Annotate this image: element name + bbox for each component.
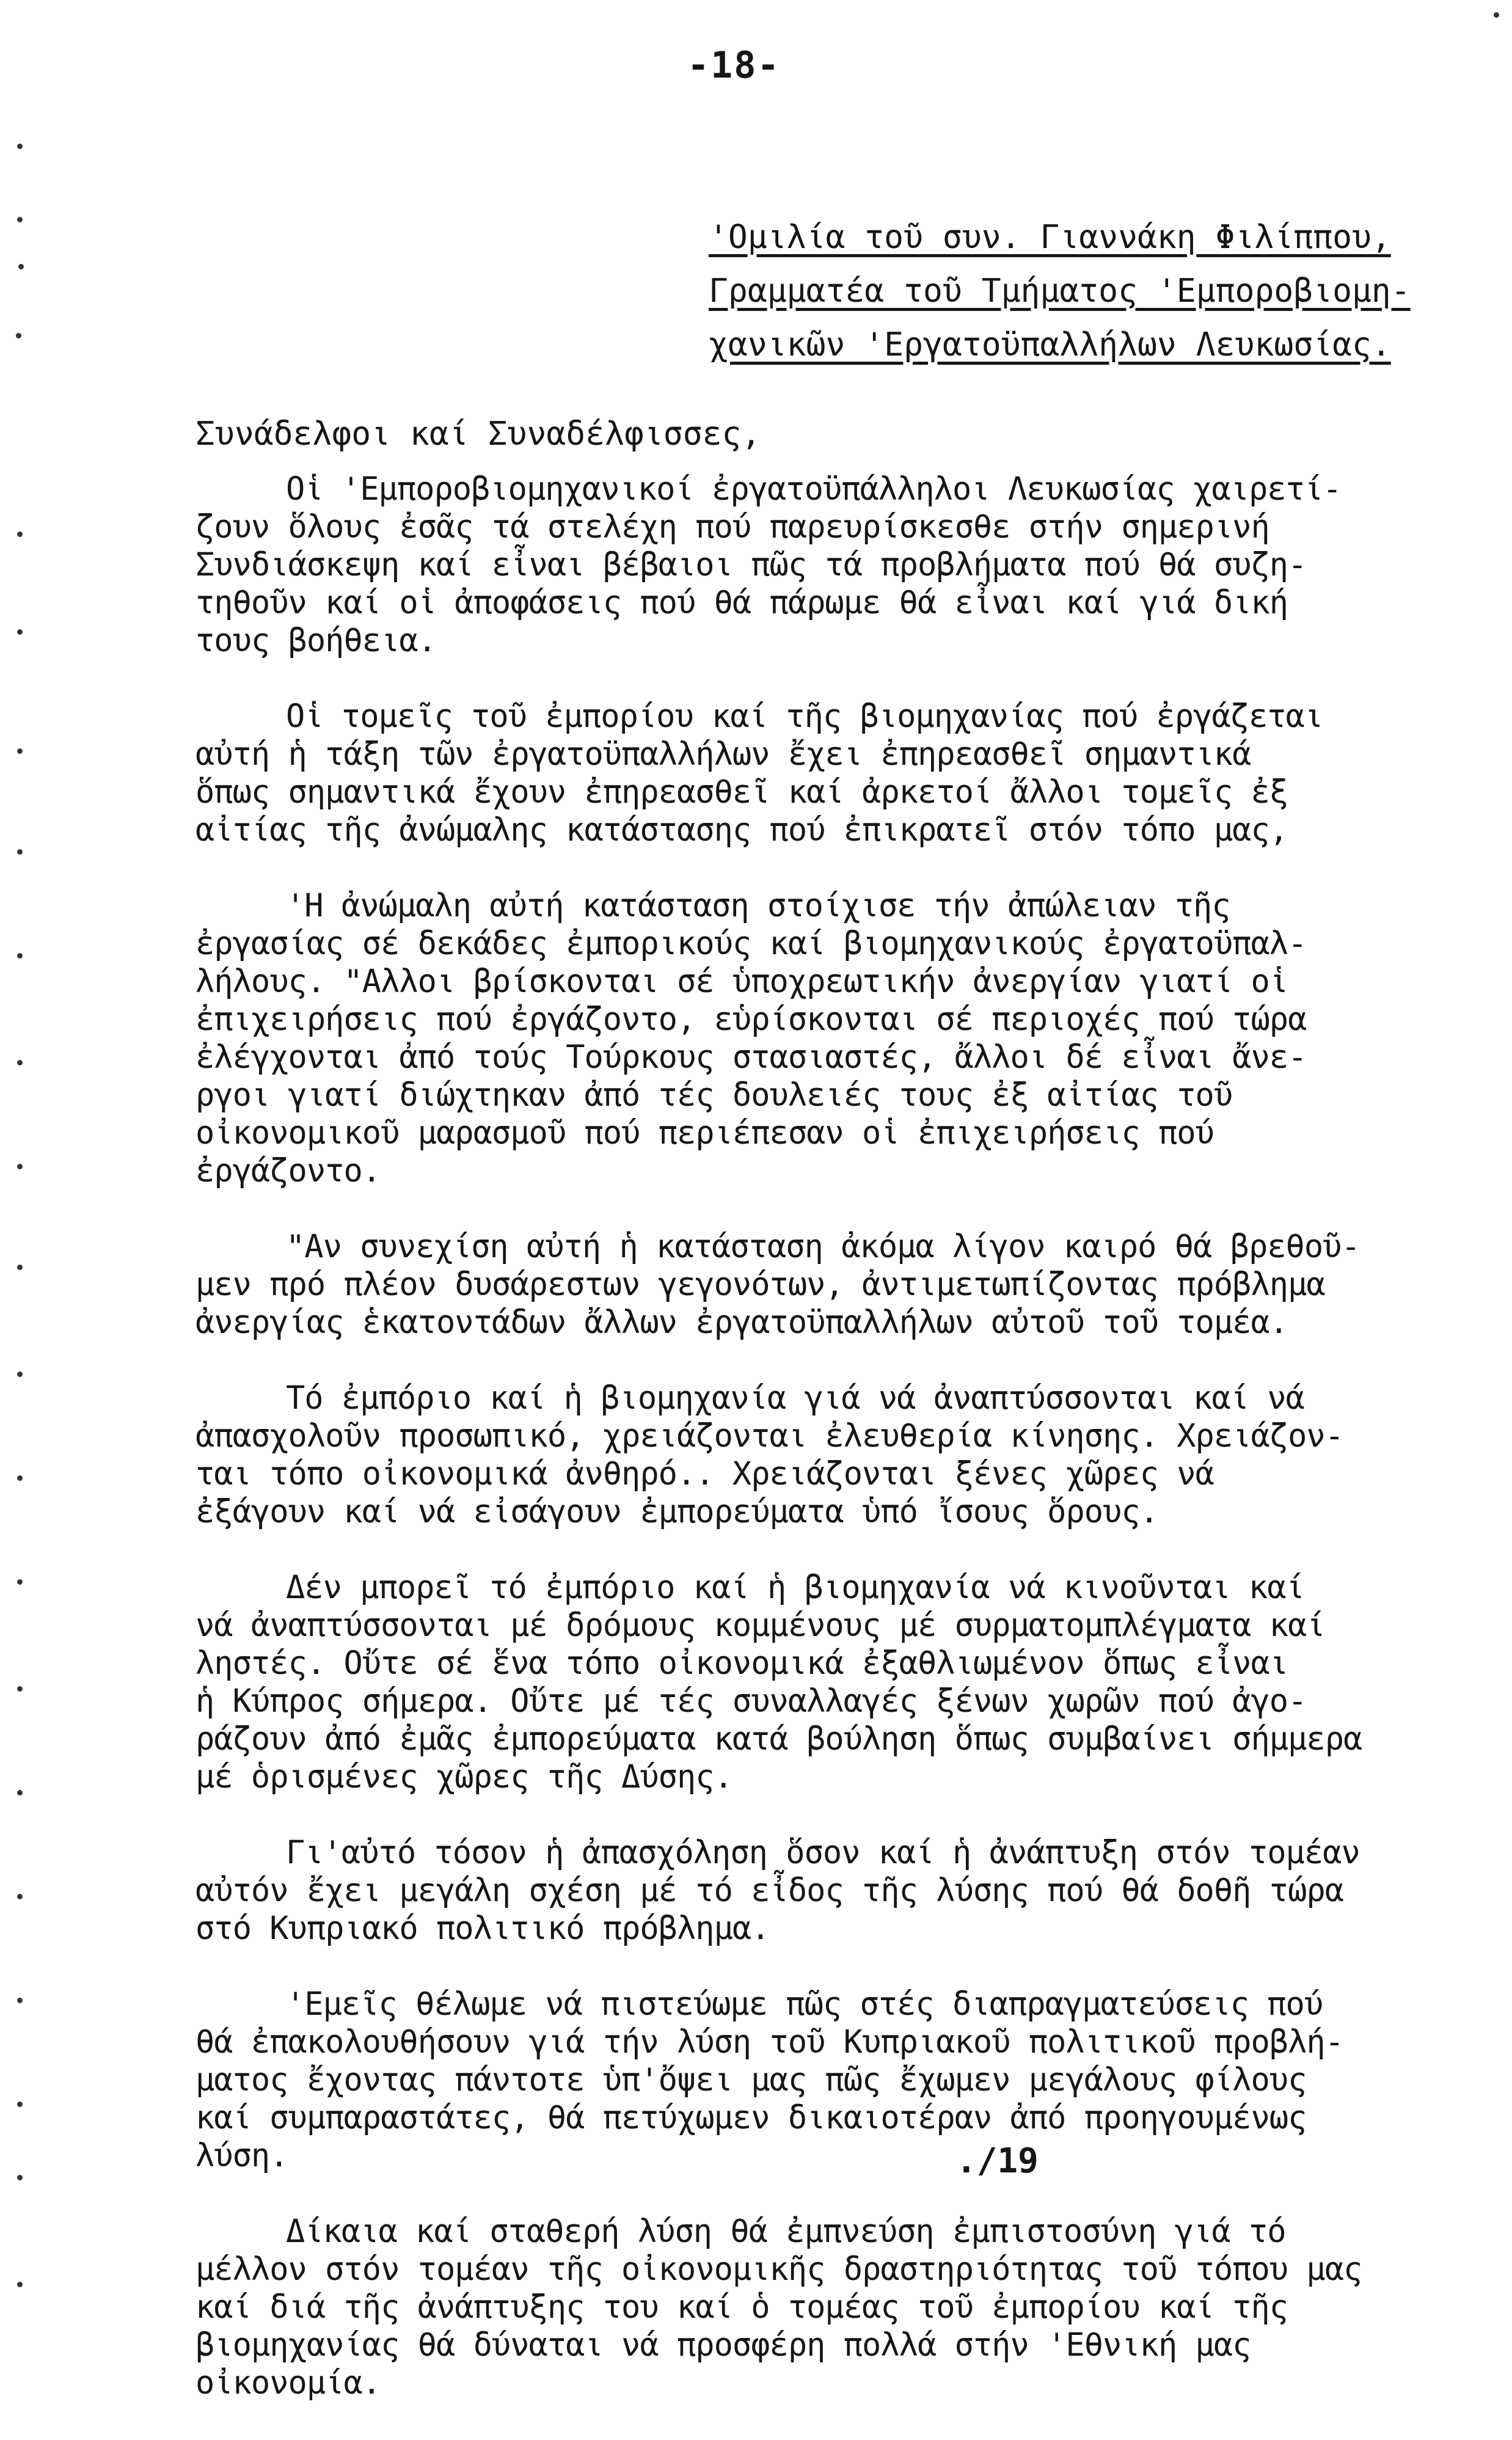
salutation: Συνάδελφοι καί Συναδέλφισσες,: [195, 415, 761, 453]
paragraph: [195, 2213, 1381, 2402]
text-line: βιομηχανίας θά δύναται νά προσφέρη πολλά στήν 'Εθνική μας: [195, 2327, 1251, 2364]
paragraph: [195, 1228, 1381, 1342]
paragraph: [195, 1834, 1381, 1948]
text-line: Δέν μπορεῖ τό ἐμπόριο καί ἡ βιομηχανία νά κινοῦνται καί: [286, 1569, 1304, 1606]
text-line: 'Εμεῖς θέλωμε νά πιστεύωμε πῶς στές διαπραγματεύσεις πού: [286, 1986, 1323, 2023]
heading-line: χανικῶν 'Εργατοϋπαλλήλων Λευκωσίας.: [709, 326, 1391, 363]
heading-line: Γραμματέα τοῦ Τμήματος 'Εμποροβιομη-: [709, 272, 1411, 310]
text-line: Οἱ 'Εμποροβιομηχανικοί ἐργατοϋπάλληλοι Λευκωσίας χαιρετί-: [286, 471, 1342, 508]
margin-speck: [17, 1372, 23, 1377]
paragraph: [195, 1379, 1381, 1531]
text-line: μέλλον στόν τομέαν τῆς οἰκονομικῆς δραστηριότητας τοῦ τόπου μας: [195, 2251, 1362, 2288]
text-line: ἐργάζοντο.: [195, 1153, 381, 1189]
text-line: ἐλέγχονται ἀπό τούς Τούρκους στασιαστές, ἄλλοι δέ εἶναι ἄνε-: [195, 1039, 1307, 1076]
text-line: μεν πρό πλέον δυσάρεστων γεγονότων, ἀντιμετωπίζοντας πρόβλημα: [195, 1266, 1325, 1303]
body-text: [195, 470, 1381, 2440]
text-line: ἀπασχολοῦν προσωπικό, χρειάζονται ἐλευθερία κίνησης. Χρειάζον-: [195, 1418, 1344, 1455]
text-line: Τό ἐμπόριο καί ἡ βιομηχανία γιά νά ἀναπτύσσονται καί νά: [286, 1380, 1304, 1417]
text-line: νά ἀναπτύσσονται μέ δρόμους κομμένους μέ συρματομπλέγματα καί: [195, 1607, 1325, 1644]
text-line: λήλους. "Αλλοι βρίσκονται σέ ὑποχρεωτικήν ἀνεργίαν γιατί οἱ: [195, 963, 1288, 1000]
text-line: καί διά τῆς ἀνάπτυξης του καί ὁ τομέας τοῦ ἐμπορίου καί τῆς: [195, 2289, 1288, 2326]
margin-speck: [17, 2175, 23, 2180]
margin-speck: [17, 1686, 23, 1692]
text-line: ράζουν ἀπό ἐμᾶς ἐμπορεύματα κατά βούληση ὅπως συμβαίνει σήμμερα: [195, 1721, 1362, 1758]
text-line: ἐξάγουν καί νά εἰσάγουν ἐμπορεύματα ὑπό ἴσους ὅρους.: [195, 1494, 1158, 1530]
margin-speck: [17, 144, 23, 149]
margin-speck: [18, 264, 24, 269]
text-line: τους βοήθεια.: [195, 623, 436, 659]
margin-speck: [17, 1998, 23, 2003]
paragraph: [195, 470, 1381, 660]
paragraph: [195, 698, 1381, 849]
text-line: ἐπιχειρήσεις πού ἐργάζοντο, εὑρίσκονται σέ περιοχές πού τώρα: [195, 1001, 1307, 1038]
margin-speck: [17, 2102, 23, 2107]
paragraph: [195, 1569, 1381, 1796]
margin-speck: [17, 1894, 23, 1899]
text-line: Συνδιάσκεψη καί εἶναι βέβαιοι πῶς τά προβλήματα πού θά συζη-: [195, 547, 1307, 583]
margin-speck: [17, 953, 23, 959]
margin-speck: [17, 1164, 23, 1169]
margin-speck: [17, 1790, 23, 1795]
margin-speck: [16, 333, 21, 338]
heading-line: 'Ομιλία τοῦ συν. Γιαννάκη Φιλίππου,: [709, 219, 1391, 256]
text-line: ἀνεργίας ἑκατοντάδων ἄλλων ἐργατοϋπαλλήλων αὐτοῦ τοῦ τομέα.: [195, 1304, 1288, 1341]
text-line: τηθοῦν καί οἱ ἀποφάσεις πού θά πάρωμε θά εἶναι καί γιά δική: [195, 585, 1288, 621]
margin-speck: [17, 629, 23, 635]
margin-speck: [17, 1265, 23, 1270]
text-line: Γι'αὐτό τόσον ἡ ἀπασχόληση ὅσον καί ἡ ἀνάπτυξη στόν τομέαν: [286, 1835, 1360, 1871]
text-line: στό Κυπριακό πολιτικό πρόβλημα.: [195, 1910, 770, 1947]
text-line: αἰτίας τῆς ἀνώμαλης κατάστασης πού ἐπικρατεῖ στόν τόπο μας,: [195, 812, 1288, 849]
text-line: ματος ἔχοντας πάντοτε ὑπ'ὄψει μας πῶς ἔχωμεν μεγάλους φίλους: [195, 2062, 1307, 2098]
margin-speck: [17, 531, 23, 537]
text-line: Οἱ τομεῖς τοῦ ἐμπορίου καί τῆς βιομηχανίας πού ἐργάζεται: [286, 698, 1323, 735]
margin-speck: [17, 748, 23, 754]
paragraph: [195, 1985, 1381, 2175]
margin-speck: [1494, 12, 1499, 18]
text-line: μέ ὁρισμένες χῶρες τῆς Δύσης.: [195, 1759, 732, 1795]
text-line: οἰκονομία.: [195, 2365, 381, 2402]
text-line: ἡ Κύπρος σήμερα. Οὔτε μέ τές συναλλαγές ξένων χωρῶν πού ἀγο-: [195, 1683, 1307, 1720]
text-line: ργοι γιατί διώχτηκαν ἀπό τές δουλειές τους ἐξ αἰτίας τοῦ: [195, 1077, 1233, 1114]
margin-speck: [17, 849, 23, 855]
text-line: αὐτόν ἔχει μεγάλη σχέση μέ τό εἶδος τῆς λύσης πού θά δοθῆ τώρα: [195, 1872, 1344, 1909]
text-line: θά ἐπακολουθήσουν γιά τήν λύση τοῦ Κυπριακοῦ πολιτικοῦ προβλή-: [195, 2024, 1344, 2061]
text-line: λύση.: [195, 2138, 288, 2174]
text-line: ὅπως σημαντικά ἔχουν ἐπηρεασθεῖ καί ἀρκετοί ἄλλοι τομεῖς ἐξ: [195, 774, 1288, 811]
margin-speck: [17, 1579, 23, 1585]
margin-speck: [17, 2282, 23, 2287]
text-line: αὐτή ἡ τάξη τῶν ἐργατοϋπαλλήλων ἔχει ἐπηρεασθεῖ σημαντικά: [195, 736, 1251, 773]
page-number: -18-: [687, 44, 781, 87]
text-line: "Αν συνεχίση αὐτή ἡ κατάσταση ἀκόμα λίγον καιρό θά βρεθοῦ-: [286, 1229, 1360, 1265]
text-line: ἐργασίας σέ δεκάδες ἐμπορικούς καί βιομηχανικούς ἐργατοϋπαλ-: [195, 926, 1307, 962]
text-line: οἰκονομικοῦ μαρασμοῦ πού περιέπεσαν οἱ ἐπιχειρήσεις πού: [195, 1115, 1214, 1152]
text-line: Δίκαια καί σταθερή λύση θά ἐμπνεύση ἐμπιστοσύνη γιά τό: [286, 2213, 1286, 2250]
text-line: 'Η ἀνώμαλη αὐτή κατάσταση στοίχισε τήν ἀπώλειαν τῆς: [286, 888, 1230, 924]
text-line: ται τόπο οἰκονομικά ἀνθηρό.. Χρειάζονται ξένες χῶρες νά: [195, 1456, 1214, 1492]
margin-speck: [17, 1475, 23, 1481]
text-line: ληστές. Οὔτε σέ ἕνα τόπο οἰκονομικά ἐξαθλιωμένον ὅπως εἶναι: [195, 1645, 1288, 1682]
text-line: καί συμπαραστάτες, θά πετύχωμεν δικαιοτέραν ἀπό προηγουμένως: [195, 2100, 1307, 2136]
speech-heading: [709, 211, 1411, 372]
continuation-mark: ./19: [956, 2141, 1039, 2181]
margin-speck: [17, 217, 23, 222]
text-line: ζουν ὅλους ἐσᾶς τά στελέχη πού παρευρίσκεσθε στήν σημερινή: [195, 509, 1269, 546]
margin-speck: [17, 1060, 23, 1065]
paragraph: [195, 887, 1381, 1190]
